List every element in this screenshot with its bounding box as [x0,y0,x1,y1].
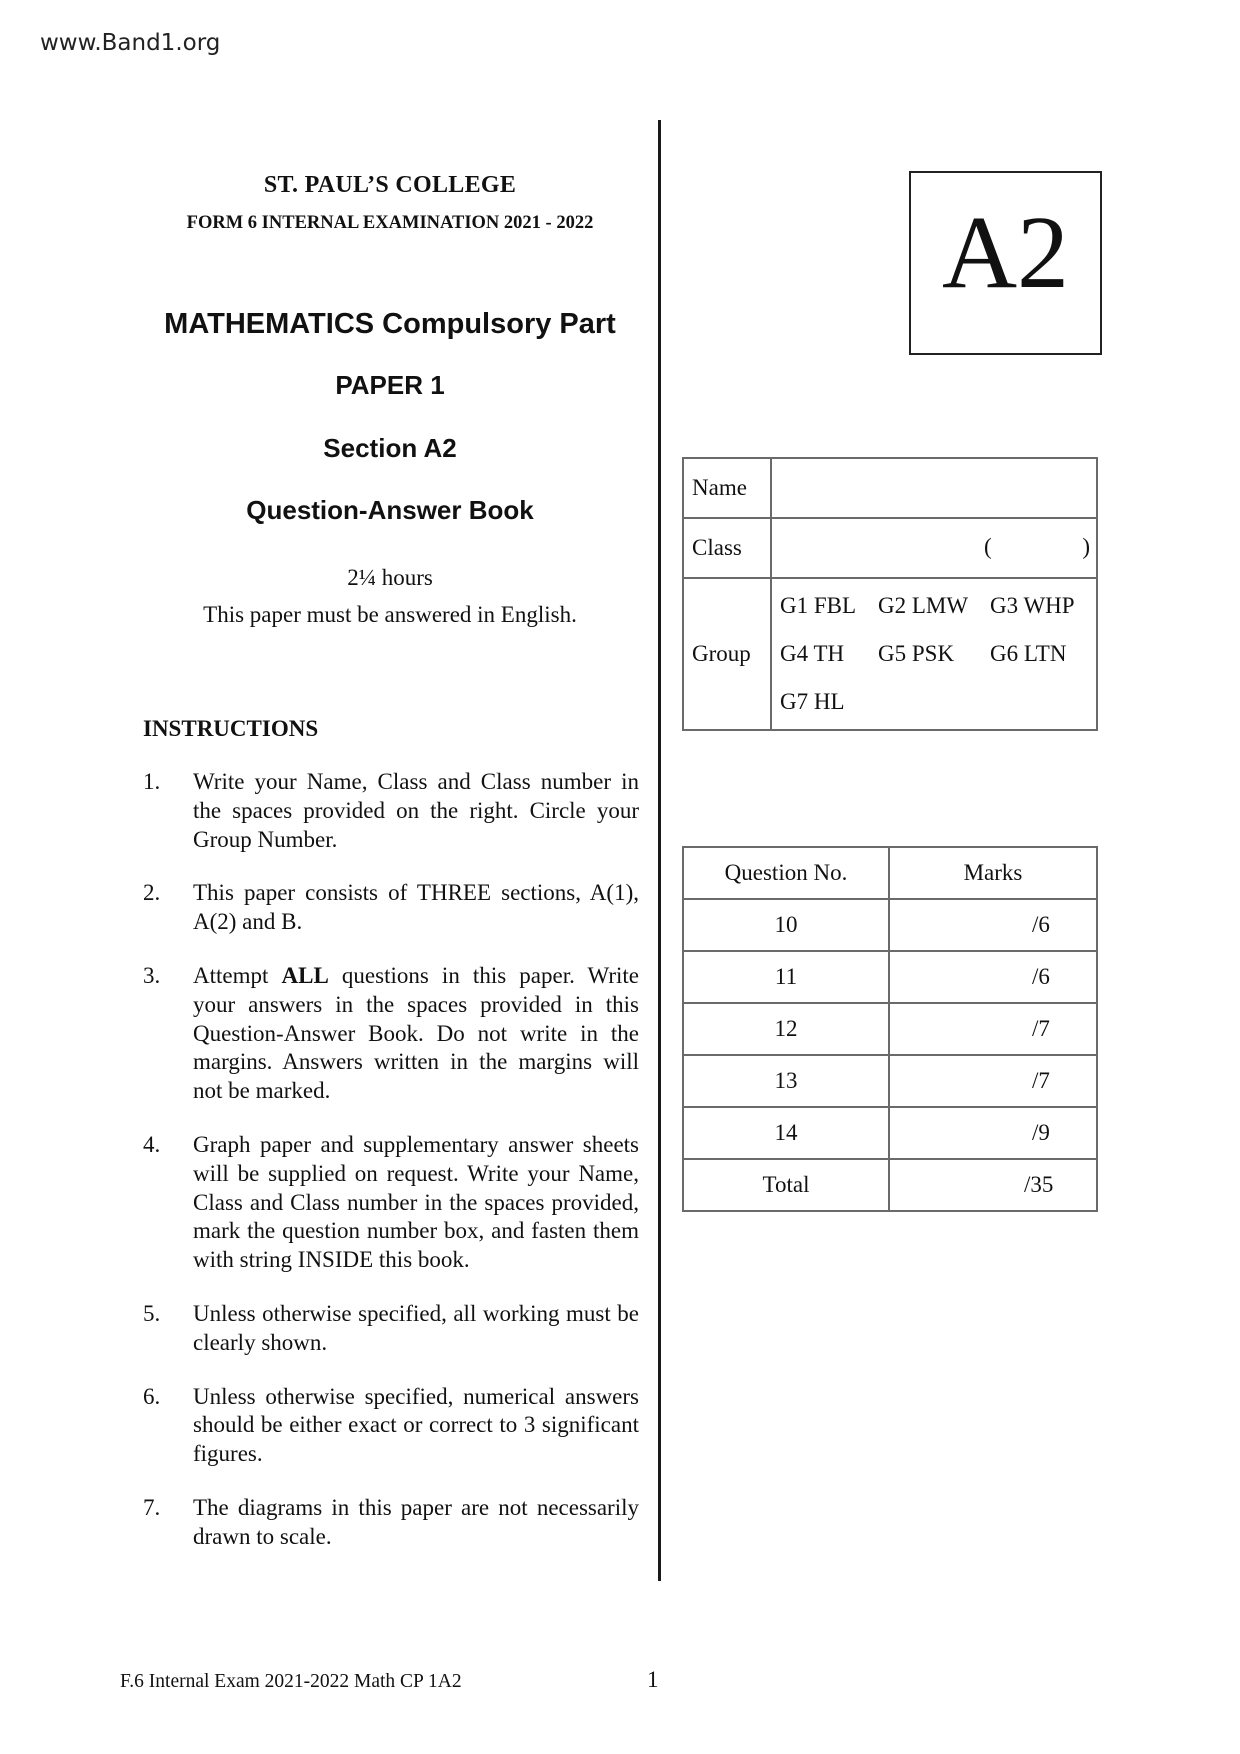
instruction-number: 1. [143,769,161,794]
question-number: 12 [683,1003,889,1055]
total-row [683,1159,1097,1211]
marks-cell: /7 [889,1055,1097,1107]
table-row [683,1107,1097,1159]
marks-cell: /6 [889,899,1097,951]
group-options-cell [771,578,1097,730]
instruction-text-part: questions in this paper. Write your answers in the spaces provided in this Question-Answer Book. Do not write in the margins. Answers written in the margins will not be marked. [193,962,639,1104]
column-header-marks: Marks [889,847,1097,899]
website-watermark: www.Band1.org [40,30,221,56]
subject-title: MATHEMATICS Compulsory Part [164,308,616,340]
marks-table-header [683,847,1097,899]
group-option[interactable]: G1 FBL [780,593,857,618]
question-number: 10 [683,899,889,951]
instruction-item [143,1494,639,1552]
page-number: 1 [647,1667,659,1692]
name-label: Name [683,458,771,518]
exam-duration: 2¼ hours [347,565,433,590]
instruction-item [143,1383,639,1469]
instruction-emphasis: ALL [281,962,329,988]
instruction-number: 2. [143,880,161,906]
instruction-number: 4. [143,1131,161,1157]
instruction-text: Graph paper and supplementary answer sheets will be supplied on request. Write your Name, Class and Class number in the spaces provided, mark the question number box, and fasten them with string INSIDE this book. [193,1131,639,1273]
question-number: 13 [683,1055,889,1107]
instruction-text: The diagrams in this paper are not necessarily drawn to scale. [193,1494,639,1549]
book-title: Question-Answer Book [246,495,534,525]
footer-text: F.6 Internal Exam 2021-2022 Math CP 1A2 [120,1671,462,1692]
instruction-number: 5. [143,1300,161,1326]
language-note: This paper must be answered in English. [203,602,577,627]
table-row [683,1003,1097,1055]
group-option[interactable]: G4 TH [780,641,845,666]
marks-cell: /6 [889,951,1097,1003]
instruction-item [143,1300,639,1358]
instruction-text [193,962,639,1106]
instruction-text: Write your Name, Class and Class number in the spaces provided on the right. Circle your Group Number. [193,769,639,852]
class-number-open-paren: ( [984,534,992,559]
group-option[interactable]: G3 WHP [990,593,1075,618]
instruction-text: This paper consists of THREE sections, A(1), A(2) and B. [193,880,639,935]
instruction-item [143,768,639,854]
group-option[interactable]: G5 PSK [878,641,955,666]
question-number: 11 [683,951,889,1003]
marks-cell: /7 [889,1003,1097,1055]
class-label: Class [683,518,771,578]
table-row [683,951,1097,1003]
section-title: Section A2 [323,433,457,463]
instruction-text: Unless otherwise specified, all working must be clearly shown. [193,1300,639,1355]
table-row [683,899,1097,951]
instruction-number: 7. [143,1494,161,1520]
instruction-item [143,962,639,1106]
instruction-text-part: Attempt [193,962,282,988]
section-code: A2 [941,195,1070,310]
group-option[interactable]: G6 LTN [990,641,1067,666]
paper-number: PAPER 1 [335,370,445,400]
section-code-box [909,171,1102,355]
total-marks: /35 [889,1159,1097,1211]
group-option[interactable]: G2 LMW [878,593,969,618]
instruction-text: Unless otherwise specified, numerical answers should be either exact or correct to 3 significant figures. [193,1383,639,1467]
student-info-table [682,457,1098,731]
name-field[interactable] [771,458,1097,518]
group-label: Group [683,578,771,730]
marks-cell: /9 [889,1107,1097,1159]
class-number-close-paren: ) [1082,534,1090,559]
group-option[interactable]: G7 HL [780,689,845,714]
instruction-number: 6. [143,1383,161,1409]
class-field[interactable] [771,518,1097,578]
column-header-question: Question No. [683,847,889,899]
exam-title: FORM 6 INTERNAL EXAMINATION 2021 - 2022 [186,213,594,233]
group-options [772,593,1096,715]
instructions-heading: INSTRUCTIONS [143,716,319,741]
question-number: 14 [683,1107,889,1159]
marks-table [682,846,1098,1212]
instruction-number: 3. [143,962,161,988]
table-row [683,1055,1097,1107]
instructions-list [143,768,639,1577]
column-divider [658,120,661,1581]
college-name: ST. PAUL’S COLLEGE [263,172,517,198]
instruction-item [143,879,639,937]
total-label: Total [683,1159,889,1211]
instruction-item [143,1131,639,1275]
